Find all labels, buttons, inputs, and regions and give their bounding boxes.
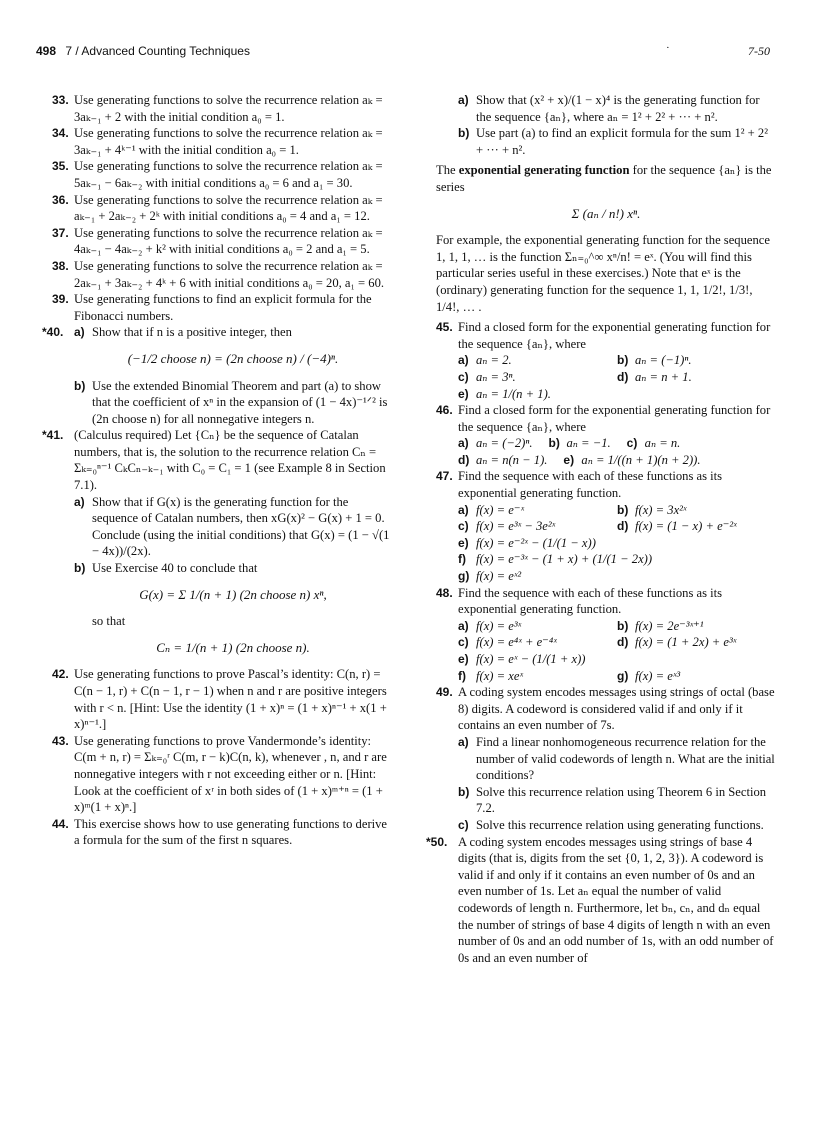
exercise-number: *41.	[42, 428, 64, 443]
parts-row	[458, 369, 776, 386]
part-f: f) f(x) = xeˣ	[458, 668, 524, 683]
exercise-number: 49.	[436, 685, 453, 700]
egf-intro-pre: The	[436, 163, 456, 178]
exercise-text: Use generating functions to solve the recurrence relation aₖ = aₖ₋₁ + 2aₖ₋₂ + 2ᵏ with initial conditions a₀ = 4 and a₁ = 12.	[74, 192, 383, 224]
page-number: 498	[36, 44, 57, 58]
exercise-41	[42, 427, 392, 656]
part-text: f(x) = e⁻²ˣ − (1/(1 − x))	[476, 535, 596, 550]
exercise-text: Use generating functions to prove Pascal’s identity: C(n, r) = C(n − 1, r) + C(n − 1, r − 1) when n and r are positive integers with r < n. [Hint: Use the identity (1 + x)ⁿ = (1 + x)ⁿ⁻¹ + x(1 + x)ⁿ⁻¹.]	[74, 667, 387, 732]
exercise-35	[52, 158, 392, 191]
exercise-34	[52, 125, 392, 158]
part-text: aₙ = 1/((n + 1)(n + 2)).	[581, 452, 701, 467]
part-g: g) f(x) = eˣ²	[458, 569, 522, 584]
part-label: b)	[74, 561, 86, 576]
exercise-text: Use generating functions to solve the recurrence relation aₖ = 2aₖ₋₁ + 3aₖ₋₂ + 4ᵏ + 6 with initial conditions a₀ = 20, a₁ = 60.	[74, 258, 385, 290]
parts-row	[458, 668, 776, 685]
header-left	[36, 44, 250, 58]
part-text: f(x) = e⁻³ˣ − (1 + x) + (1/(1 − 2x))	[476, 552, 653, 567]
part-a	[458, 92, 776, 125]
part-b: b) f(x) = 2e⁻³ˣ⁺¹	[617, 618, 704, 633]
exercise-text: Find a closed form for the exponential generating function for the sequence {aₙ}, where	[458, 320, 771, 351]
part-text: aₙ = n(n − 1).	[476, 452, 548, 467]
part-text: f(x) = xeˣ	[476, 668, 524, 683]
exercise-number: 33.	[52, 93, 69, 107]
exercise-42	[52, 666, 392, 732]
part-text: aₙ = −1.	[566, 436, 611, 451]
part-text: f(x) = eˣ³	[635, 668, 681, 683]
part-b	[74, 378, 392, 428]
part-text: f(x) = e³ˣ − 3e²ˣ	[476, 519, 556, 534]
so-that-text: so that	[92, 614, 126, 629]
running-header	[0, 0, 816, 70]
part-text: Show that if G(x) is the generating function for the sequence of Catalan numbers, then xG(x)² − G(x) + 1 = 0. Conclude (using the initial conditions) that G(x) = (1 − √(1 − 4x))/(2x).	[92, 494, 390, 559]
part-a	[74, 494, 392, 560]
part-a: a) f(x) = e⁻ˣ	[458, 502, 525, 517]
part-text: aₙ = n.	[644, 436, 681, 451]
part-label: a)	[458, 93, 469, 107]
exercise-43	[52, 733, 392, 816]
exercise-46	[436, 402, 776, 468]
part-e: e) aₙ = 1/((n + 1)(n + 2)).	[563, 452, 701, 467]
part-text: f(x) = 3x²ˣ	[635, 502, 687, 517]
part-text: aₙ = 3ⁿ.	[476, 369, 516, 384]
parts-row	[458, 618, 776, 635]
part-b: b) aₙ = −1.	[548, 436, 611, 451]
egf-term: exponential generating function	[458, 163, 630, 178]
catalan-generating-function-display: G(x) = Σ 1/(n + 1) (2n choose n) xⁿ,	[139, 586, 327, 602]
left-column	[42, 92, 392, 849]
part-a: a) aₙ = (−2)ⁿ.	[458, 436, 533, 451]
exercise-39	[52, 291, 392, 324]
exercise-number: 34.	[52, 126, 69, 141]
part-text: f(x) = (1 − x) + e⁻²ˣ	[635, 519, 737, 534]
part-text: aₙ = 1/(n + 1).	[476, 386, 551, 401]
parts-row	[458, 452, 776, 469]
exercise-number: 38.	[52, 258, 69, 273]
exercise-text: A coding system encodes messages using strings of octal (base 8) digits. A codeword is considered valid if and only if it contains an even number of 7s.	[458, 685, 775, 733]
part-f: f) f(x) = e⁻³ˣ − (1 + x) + (1/(1 − 2x))	[458, 552, 653, 567]
exercise-text: Use generating functions to solve the recurrence relation aₖ = 3aₖ₋₁ + 2 with the initial condition a₀ = 1.	[74, 93, 383, 124]
part-text: Use Exercise 40 to conclude that	[92, 561, 258, 576]
exercise-text: Use generating functions to solve the recurrence relation aₖ = 3aₖ₋₁ + 4ᵏ⁻¹ with the initial condition a₀ = 1.	[74, 126, 383, 157]
part-e: e) f(x) = e⁻²ˣ − (1/(1 − x))	[458, 535, 596, 550]
parts-row	[458, 502, 776, 519]
part-b: b) aₙ = (−1)ⁿ.	[617, 353, 692, 368]
part-text: Show that (x² + x)/(1 − x)⁴ is the generating function for the sequence {aₙ}, where aₙ = 1² + 2² + ··· + n².	[476, 93, 760, 124]
exercise-33	[52, 92, 392, 125]
exercise-text: A coding system encodes messages using strings of base 4 digits (that is, digits from the set {0, 1, 2, 3}). A codeword is valid if and only if it contains an even number of 0s and an even number of 1s. Let aₙ equal the number of valid codewords of length n. Furthermore, let bₙ, cₙ, and dₙ equal the number of strings of base 4 digits of length n with an even number of 0s and an odd number of 1s, with an odd number of 0s and an even number of	[458, 834, 774, 965]
egf-example-paragraph: For example, the exponential generating function for the sequence 1, 1, 1, … is the function Σₙ₌₀^∞ xⁿ/n! = eˣ. (You will find this particular series useful in these exercises.) Note that eˣ is the (ordinary) generating function for the sequence 1, 1, 1/2!, 1/3!, 1/4!, … .	[436, 233, 770, 314]
part-c: c) aₙ = n.	[626, 436, 681, 451]
part-e: e) f(x) = eˣ − (1/(1 + x))	[458, 652, 586, 666]
part-b: b) f(x) = 3x²ˣ	[617, 502, 687, 517]
part-text: Use part (a) to find an explicit formula for the sum 1² + 2² + ··· + n².	[476, 126, 768, 157]
right-column	[426, 92, 776, 966]
part-text: f(x) = eˣ²	[476, 569, 522, 584]
parts-row	[458, 634, 776, 651]
parts-row	[458, 435, 776, 452]
part-text: aₙ = (−2)ⁿ.	[476, 436, 533, 451]
part-text: f(x) = (1 + 2x) + e³ˣ	[635, 635, 737, 650]
exercise-37	[52, 225, 392, 258]
part-text: f(x) = e³ˣ	[476, 618, 522, 633]
exercise-49	[436, 684, 776, 833]
exercise-number: 37.	[52, 225, 69, 240]
chapter-title: 7 / Advanced Counting Techniques	[65, 44, 250, 58]
part-text: f(x) = eˣ − (1/(1 + x))	[476, 652, 586, 666]
egf-definition	[436, 162, 776, 195]
part-d: d) aₙ = n + 1.	[617, 369, 692, 384]
part-g: g) f(x) = eˣ³	[617, 668, 681, 683]
exercise-47	[436, 468, 776, 584]
part-e: e) aₙ = 1/(n + 1).	[458, 386, 551, 401]
exercise-text: This exercise shows how to use generating functions to derive a formula for the sum of the first n squares.	[74, 816, 388, 848]
part-a	[74, 324, 392, 341]
part-text: aₙ = n + 1.	[635, 369, 692, 384]
part-text: Solve this recurrence relation using generating functions.	[476, 817, 764, 832]
exercise-number: 42.	[52, 667, 69, 682]
egf-series-display: Σ (aₙ / n!) xⁿ.	[571, 205, 641, 221]
part-text: Use the extended Binomial Theorem and part (a) to show that the coefficient of xⁿ in the expansion of (1 − 4x)⁻¹ᐟ² is (2n choose n) for all nonnegative integers n.	[92, 378, 388, 426]
exercise-48	[436, 585, 776, 685]
part-d: d) f(x) = (1 − x) + e⁻²ˣ	[617, 519, 737, 534]
exercise-number: 47.	[436, 469, 453, 484]
exercise-number: 44.	[52, 816, 69, 831]
exercise-number: 39.	[52, 292, 69, 307]
part-c: c) f(x) = e⁴ˣ + e⁻⁴ˣ	[458, 635, 557, 650]
exercise-38	[52, 258, 392, 291]
part-text: Show that if n is a positive integer, then	[92, 325, 292, 340]
part-text: Solve this recurrence relation using Theorem 6 in Section 7.2.	[476, 784, 767, 816]
part-d: d) f(x) = (1 + 2x) + e³ˣ	[617, 635, 737, 650]
exercise-text: Use generating functions to solve the recurrence relation aₖ = 5aₖ₋₁ − 6aₖ₋₂ with initial conditions a₀ = 6 and a₁ = 30.	[74, 159, 383, 190]
egf-intro-post: for the sequence {aₙ} is the series	[436, 163, 772, 194]
exercise-44	[52, 816, 392, 849]
exercise-number: 43.	[52, 733, 69, 748]
part-b	[74, 560, 392, 577]
exercise-number: 45.	[436, 320, 453, 335]
exercise-text: Find the sequence with each of these functions as its exponential generating function.	[458, 585, 723, 617]
exercise-45	[436, 319, 776, 402]
part-label: b)	[458, 126, 470, 141]
part-c: c) f(x) = e³ˣ − 3e²ˣ	[458, 519, 556, 534]
exercise-50	[426, 834, 776, 967]
part-text: f(x) = e⁻ˣ	[476, 502, 525, 517]
exercise-number: *40.	[42, 325, 64, 340]
part-c: c) Solve this recurrence relation using generating functions.	[458, 817, 764, 832]
part-label: a)	[74, 325, 85, 340]
exercise-44-continued	[436, 92, 776, 158]
part-label: b)	[74, 378, 86, 393]
exercise-text: Use generating functions to prove Vandermonde’s identity: C(m + n, r) = Σₖ₌₀ʳ C(m, r − k)C(n, k), whenever , n, and r are nonnegative integers with r not exceeding either or n. [Hint: Look at the coefficient of xʳ in both sides of (1 + x)ᵐ⁺ⁿ = (1 + x)ᵐ(1 + x)ⁿ.]	[74, 733, 387, 815]
exercise-40	[42, 324, 392, 427]
catalan-closed-form-display: Cₙ = 1/(n + 1) (2n choose n).	[156, 639, 310, 655]
part-text: aₙ = (−1)ⁿ.	[635, 353, 692, 368]
parts-row	[458, 352, 776, 369]
part-text: f(x) = 2e⁻³ˣ⁺¹	[635, 618, 704, 633]
part-c: c) aₙ = 3ⁿ.	[458, 369, 516, 384]
exercise-number: 35.	[52, 159, 69, 174]
part-b: b) Solve this recurrence relation using Theorem 6 in Section 7.2.	[458, 784, 767, 816]
part-d: d) aₙ = n(n − 1).	[458, 452, 548, 467]
exercise-text: (Calculus required) Let {Cₙ} be the sequence of Catalan numbers, that is, the solution to the recurrence relation Cₙ = Σₖ₌₀ⁿ⁻¹ CₖCₙ₋ₖ₋₁ with C₀ = C₁ = 1 (see Example 8 in Section 7.1).	[74, 428, 386, 493]
exercise-number: *50.	[426, 834, 448, 849]
part-b	[458, 125, 776, 158]
part-a: a) aₙ = 2.	[458, 353, 512, 368]
exercise-number: 46.	[436, 403, 453, 418]
part-text: aₙ = 2.	[476, 353, 512, 368]
part-label: a)	[74, 494, 85, 509]
exercise-text: Use generating functions to solve the recurrence relation aₖ = 4aₖ₋₁ − 4aₖ₋₂ + k² with initial conditions a₀ = 2 and a₁ = 5.	[74, 225, 383, 257]
part-a: a) f(x) = e³ˣ	[458, 618, 522, 633]
part-a: a) Find a linear nonhomogeneous recurrence relation for the number of valid codewords of length n. What are the initial conditions?	[458, 734, 775, 783]
part-text: Find a linear nonhomogeneous recurrence relation for the number of valid codewords of length n. What are the initial conditions?	[476, 734, 775, 783]
exercise-number: 36.	[52, 192, 69, 207]
exercise-text: Find the sequence with each of these functions as its exponential generating function.	[458, 469, 723, 501]
part-text: f(x) = e⁴ˣ + e⁻⁴ˣ	[476, 635, 557, 650]
parts-row	[458, 518, 776, 535]
exercise-36	[52, 192, 392, 225]
page-code: 7-50	[748, 44, 770, 58]
exercise-text: Use generating functions to find an explicit formula for the Fibonacci numbers.	[74, 292, 372, 323]
binomial-identity-display: (−1/2 choose n) = (2n choose n) / (−4)ⁿ.	[127, 350, 339, 366]
header-dot: ·	[666, 42, 670, 54]
exercise-number: 48.	[436, 585, 453, 600]
exercise-text: Find a closed form for the exponential generating function for the sequence {aₙ}, where	[458, 403, 771, 434]
